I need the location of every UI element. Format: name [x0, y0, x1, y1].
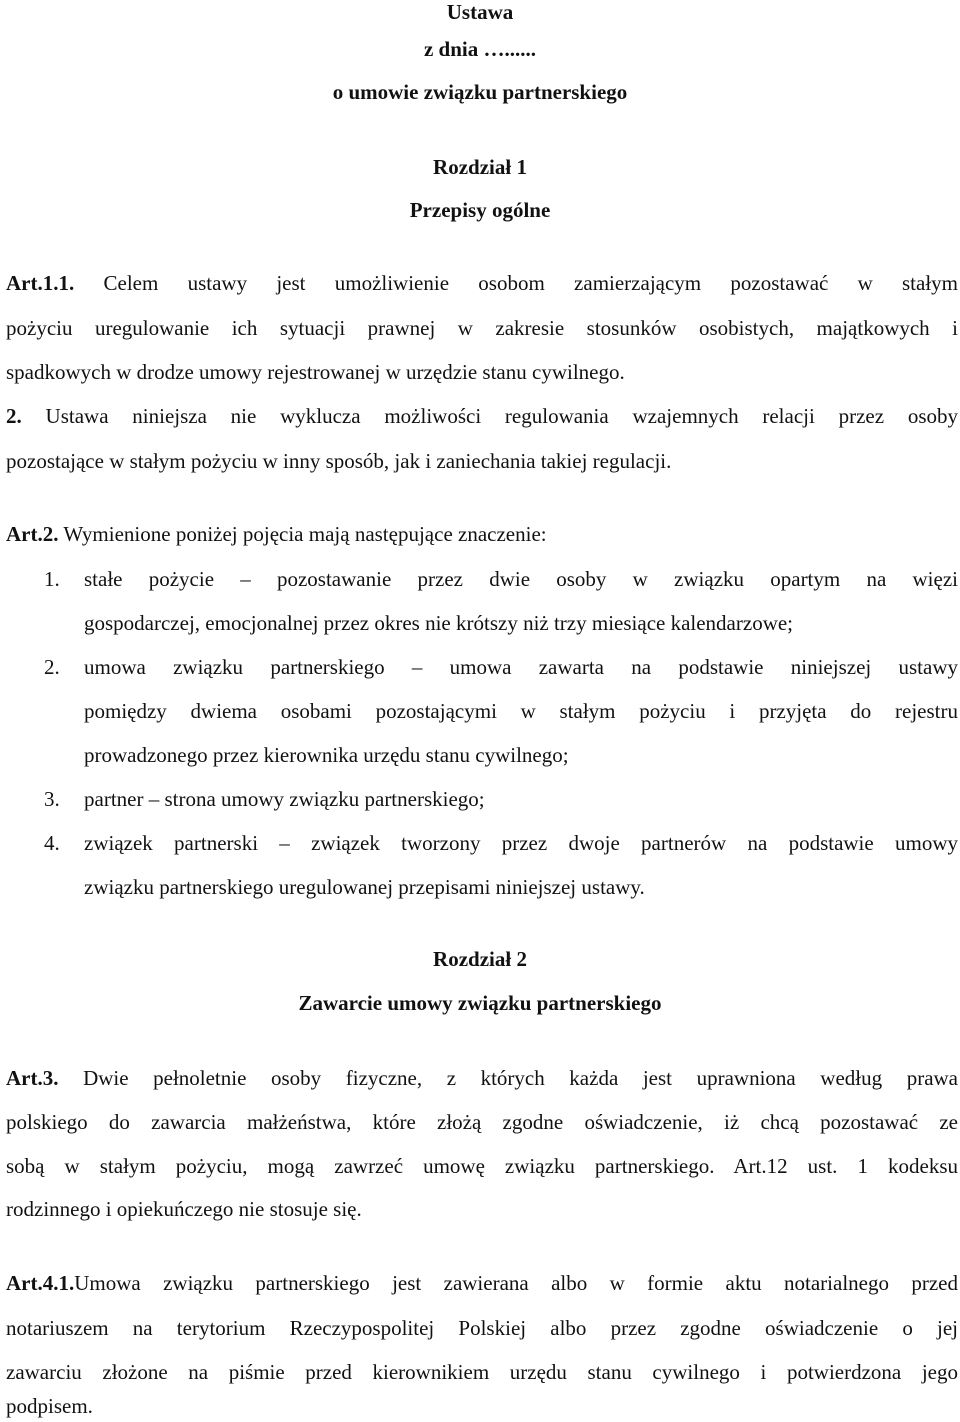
act-subject: o umowie związku partnerskiego — [332, 80, 628, 104]
art1-p2-line-1 — [6, 404, 958, 429]
art3-label: Art.3. — [6, 1066, 59, 1090]
art4-label: Art.4.1. — [6, 1271, 75, 1295]
art2-item-4-number: 4. — [44, 831, 60, 855]
act-title: Ustawa — [446, 0, 514, 24]
art3-text-1: Dwie pełnoletnie osoby fizyczne, z których każda jest uprawniona według prawa — [83, 1066, 958, 1090]
art2-label: Art.2. — [6, 522, 59, 546]
act-date: z dnia …...... — [423, 37, 536, 61]
art4-line-3: zawarciu złożone na piśmie przed kierownikiem urzędu stanu cywilnego i potwierdzona jego — [6, 1360, 958, 1384]
art3-line-4: rodzinnego i opiekuńczego nie stosuje się. — [6, 1197, 362, 1221]
art2-item-1-line-1: stałe pożycie – pozostawanie przez dwie osoby w związku opartym na więzi — [84, 567, 958, 591]
art1-line-3: spadkowych w drodze umowy rejestrowanej w urzędzie stanu cywilnego. — [6, 360, 625, 384]
art1-p2-label: 2. — [6, 404, 22, 428]
art2-intro: Wymienione poniżej pojęcia mają następujące znaczenie: — [63, 522, 547, 546]
art3-line-1 — [6, 1066, 958, 1091]
art2-intro-line — [6, 522, 547, 547]
art3-line-2: polskiego do zawarcia małżeństwa, które złożą zgodne oświadczenie, iż chcą pozostawać ze — [6, 1110, 958, 1134]
art2-item-2-line-2: pomiędzy dwiema osobami pozostającymi w stałym pożyciu i przyjęta do rejestru — [84, 699, 958, 723]
art2-item-4-line-2: związku partnerskiego uregulowanej przepisami niniejszej ustawy. — [84, 875, 645, 899]
art1-p2-line-2: pozostające w stałym pożyciu w inny sposób, jak i zaniechania takiej regulacji. — [6, 449, 672, 473]
art2-item-4-line-1: związek partnerski – związek tworzony przez dwoje partnerów na podstawie umowy — [84, 831, 958, 855]
art4-text-1: Umowa związku partnerskiego jest zawierana albo w formie aktu notarialnego przed — [74, 1271, 958, 1295]
art2-item-3-number: 3. — [44, 787, 60, 811]
chapter-1-subheading: Przepisy ogólne — [409, 198, 551, 222]
art1-text-1: Celem ustawy jest umożliwienie osobom zamierzającym pozostawać w stałym — [103, 271, 959, 295]
chapter-1-heading: Rozdział 1 — [433, 155, 527, 179]
art1-line-2: pożyciu uregulowanie ich sytuacji prawnej w zakresie stosunków osobistych, majątkowych i — [6, 316, 958, 340]
art1-p2-text-1: Ustawa niniejsza nie wyklucza możliwości regulowania wzajemnych relacji przez osoby — [45, 404, 958, 428]
chapter-2-heading: Rozdział 2 — [433, 947, 527, 971]
art2-item-2-line-1: umowa związku partnerskiego – umowa zawarta na podstawie niniejszej ustawy — [84, 655, 958, 679]
art2-item-1-line-2: gospodarczej, emocjonalnej przez okres nie krótszy niż trzy miesiące kalendarzowe; — [84, 611, 794, 635]
art3-line-3: sobą w stałym pożyciu, mogą zawrzeć umowę związku partnerskiego. Art.12 ust. 1 kodeksu — [6, 1154, 958, 1178]
chapter-2-subheading: Zawarcie umowy związku partnerskiego — [298, 991, 662, 1015]
art1-line-1 — [6, 271, 958, 296]
art2-item-3-line-1: partner – strona umowy związku partnerskiego; — [84, 787, 485, 811]
art4-line-1 — [6, 1271, 958, 1296]
art1-label: Art.1.1. — [6, 271, 75, 295]
art4-line-2: notariuszem na terytorium Rzeczypospolitej Polskiej albo przez zgodne oświadczenie o jej — [6, 1316, 958, 1340]
art2-item-2-line-3: prowadzonego przez kierownika urzędu stanu cywilnego; — [84, 743, 569, 767]
art2-item-1-number: 1. — [44, 567, 60, 591]
art4-line-4: podpisem. — [6, 1394, 93, 1418]
art2-item-2-number: 2. — [44, 655, 60, 679]
